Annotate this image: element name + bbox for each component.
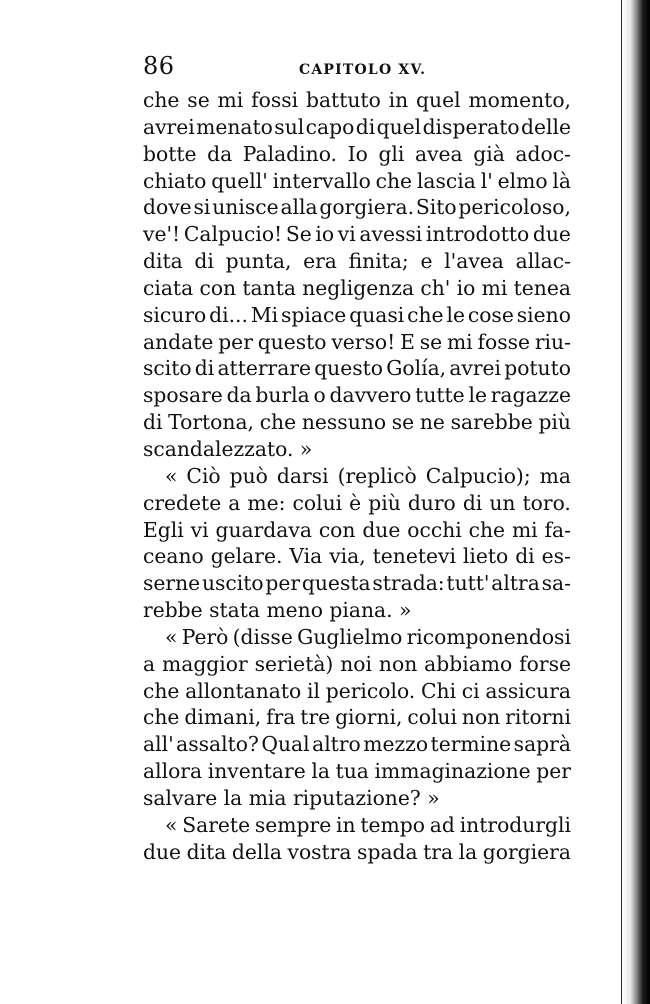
word: pericolo. (325, 678, 416, 703)
word: Egli (143, 517, 184, 542)
word: delle (521, 114, 571, 139)
word: quasi (349, 302, 405, 327)
word: tempo (360, 812, 425, 837)
word: in (388, 88, 409, 112)
word: dita (186, 839, 227, 864)
word: vi (190, 517, 209, 542)
text-line (143, 490, 571, 517)
word: vi (337, 222, 356, 247)
word: per (536, 759, 571, 784)
word: lieto (462, 544, 509, 569)
word: la (458, 839, 478, 864)
word: burla (255, 383, 310, 408)
word: assicura (485, 678, 571, 703)
word: dove (143, 195, 192, 220)
word: Calpucio); (425, 463, 531, 488)
word: Qual (261, 732, 310, 757)
chapter-heading: CAPITOLO XV. (299, 62, 427, 78)
word: Via (289, 544, 323, 569)
word: es- (541, 544, 571, 569)
word: di (194, 356, 215, 381)
word: assalto? (176, 732, 259, 757)
text-line (143, 114, 571, 141)
word: occhi (407, 517, 462, 542)
word: Ciò (186, 463, 221, 488)
word: ne (419, 410, 445, 435)
text-line-content: rebbe stata meno piana. » (143, 598, 412, 623)
word: la (311, 759, 330, 784)
word: ricomponendosi (406, 624, 571, 649)
text-line (143, 543, 571, 570)
word: spiace (280, 302, 347, 327)
word: ritorni (505, 705, 571, 730)
word: introdotto (425, 222, 530, 247)
word: mi (481, 275, 508, 300)
word: toro. (522, 490, 571, 515)
word: quell' (211, 168, 268, 193)
text-line (143, 839, 571, 866)
text-line (143, 302, 571, 329)
text-line (143, 355, 571, 382)
word: tra (423, 839, 454, 864)
word: gorgiera (482, 839, 571, 864)
word: Però (181, 624, 229, 649)
word: « (165, 624, 178, 649)
text-line (143, 812, 571, 839)
word: allora (143, 759, 203, 784)
word: forse (519, 651, 571, 676)
word: pericoloso, (458, 195, 571, 220)
word: alla (280, 195, 318, 220)
body-text (143, 87, 571, 865)
text-line (143, 409, 571, 436)
word: elmo (497, 168, 548, 193)
word: altro (312, 732, 361, 757)
word: gelare. (210, 544, 283, 569)
word: chiato (143, 168, 207, 193)
word: battuto (305, 88, 381, 112)
word: di... (209, 302, 248, 327)
word: abbiamo (424, 651, 513, 676)
word: duro (407, 490, 456, 515)
word: della (231, 839, 282, 864)
word: strada: (372, 571, 445, 596)
word: allontanato (185, 678, 302, 703)
word: potuto (504, 356, 571, 381)
word: nessuno (301, 410, 387, 435)
word: già (473, 141, 505, 166)
word: altra (491, 571, 540, 596)
word: che (468, 517, 506, 542)
word: l'avea (444, 249, 504, 274)
word: atterrare (217, 356, 312, 381)
text-line (143, 194, 571, 221)
word: ceano (143, 544, 204, 569)
word: dimani, (184, 705, 262, 730)
word: due (143, 839, 182, 864)
word: che (375, 168, 413, 193)
word: andate (143, 329, 214, 354)
page-number: 86 (143, 52, 175, 80)
word: mi (217, 88, 244, 112)
word: e (420, 249, 433, 274)
word: a (143, 651, 156, 676)
word: l' (480, 168, 493, 193)
word: più (368, 490, 401, 515)
word: Se (285, 222, 312, 247)
text-line (143, 731, 571, 758)
word: di (194, 249, 214, 274)
word: fa- (544, 517, 571, 542)
word: serne (143, 571, 201, 596)
word: « (165, 812, 178, 837)
text-line (143, 785, 571, 812)
word: dita (143, 249, 183, 274)
text-line-content: scandalezzato. » (143, 436, 313, 461)
word: finita; (348, 249, 409, 274)
word: inventare (207, 759, 306, 784)
word: Sarete (182, 812, 251, 837)
word: le (446, 302, 465, 327)
word: saprà (513, 732, 571, 757)
word: avrei (449, 356, 502, 381)
word: di (355, 114, 376, 139)
word: me: (247, 490, 286, 515)
word: tutte (415, 383, 465, 408)
word: verso! (331, 329, 396, 354)
word: di (462, 490, 483, 515)
word: fra (266, 705, 296, 730)
word: all' (143, 732, 174, 757)
text-line (143, 329, 571, 356)
text-line (143, 651, 571, 678)
word: se (419, 329, 443, 354)
word: con (199, 275, 237, 300)
word: Sito (415, 195, 457, 220)
word: di (515, 544, 535, 569)
word: le (468, 383, 487, 408)
word: Tortona, (168, 410, 254, 435)
word: fosse (477, 329, 531, 354)
word: momento, (468, 88, 571, 112)
word: riu- (534, 329, 571, 354)
word: se (391, 410, 415, 435)
word: che (143, 88, 180, 112)
word: io (456, 275, 476, 300)
word: sposare (143, 383, 223, 408)
word: tutt' (446, 571, 490, 596)
text-line (143, 678, 571, 705)
word: Guglielmo (297, 624, 403, 649)
word: ch' (420, 275, 451, 300)
text-line (143, 382, 571, 409)
word: per (218, 329, 253, 354)
word: avrei (143, 114, 195, 139)
word: non (378, 651, 418, 676)
text-line (143, 248, 571, 275)
word: Paladino. (242, 141, 338, 166)
word: (replicò (337, 463, 417, 488)
word: questa (301, 571, 371, 596)
word: spada (357, 839, 418, 864)
word: due (532, 222, 571, 247)
word: se (187, 88, 210, 112)
word: sicuro (143, 302, 207, 327)
word: « (165, 463, 178, 488)
word: maggior (162, 651, 248, 676)
word: un (489, 490, 516, 515)
word: è (349, 490, 362, 515)
word: gorgiera. (319, 195, 415, 220)
word: gli (378, 141, 405, 166)
word: botte (143, 141, 197, 166)
word: ve'! (143, 222, 181, 247)
word: Golía, (386, 356, 447, 381)
text-line (143, 436, 571, 463)
word: guardava (215, 517, 312, 542)
word: ad (429, 812, 455, 837)
text-line (143, 141, 571, 168)
word: avessi (359, 222, 423, 247)
word: cose (467, 302, 514, 327)
word: capo (305, 114, 355, 139)
word: in (336, 812, 356, 837)
word: ci (461, 678, 480, 703)
text-line (143, 275, 571, 302)
word: mi (446, 329, 473, 354)
text-line (143, 704, 571, 731)
word: tenetevi (372, 544, 456, 569)
word: vostra (287, 839, 352, 864)
word: sul (274, 114, 305, 139)
word: il (307, 678, 320, 703)
word: o (313, 383, 326, 408)
text-line (143, 758, 571, 785)
word: era (303, 249, 337, 274)
word: (disse (232, 624, 293, 649)
word: di (143, 410, 163, 435)
word: ma (539, 463, 571, 488)
word: sempre (254, 812, 332, 837)
word: che (259, 410, 297, 435)
word: giorni, (335, 705, 403, 730)
word: immaginazione (374, 759, 531, 784)
word: tenea (513, 275, 571, 300)
text-line-content: salvare la mia riputazione? » (143, 785, 440, 810)
text-line (143, 517, 571, 544)
word: unisce (212, 195, 279, 220)
word: lascia (416, 168, 476, 193)
word: darsi (276, 463, 329, 488)
word: tre (300, 705, 331, 730)
word: negligenza (302, 275, 415, 300)
word: Calpucio! (183, 222, 283, 247)
word: termine (430, 732, 512, 757)
word: colui (292, 490, 343, 515)
word: menato (196, 114, 273, 139)
word: che (143, 678, 180, 703)
word: mezzo (363, 732, 429, 757)
word: si (193, 195, 211, 220)
word: davvero (329, 383, 412, 408)
word: quel (416, 88, 461, 112)
word: intervallo (272, 168, 371, 193)
word: io (315, 222, 335, 247)
word: credete (143, 490, 222, 515)
word: a (228, 490, 241, 515)
word: questo (314, 356, 384, 381)
word: fossi (251, 88, 299, 112)
text-line (143, 463, 571, 490)
word: da (207, 141, 233, 166)
word: ciata (143, 275, 194, 300)
word: Chi (420, 678, 457, 703)
word: uscito (201, 571, 264, 596)
word: Io (347, 141, 368, 166)
word: là (552, 168, 571, 193)
word: allac- (515, 249, 571, 274)
word: adoc- (515, 141, 571, 166)
word: serietà) (254, 651, 334, 676)
word: che (143, 705, 180, 730)
text-line (143, 570, 571, 597)
text-line (143, 597, 571, 624)
word: scito (143, 356, 192, 381)
word: sieno (516, 302, 571, 327)
book-edge (622, 0, 650, 1004)
word: da (226, 383, 252, 408)
text-line (143, 221, 571, 248)
word: avea (415, 141, 463, 166)
word: mi (511, 517, 538, 542)
word: disperato (422, 114, 520, 139)
word: introdurgli (459, 812, 571, 837)
word: con (318, 517, 356, 542)
word: tanta (242, 275, 296, 300)
word: più (538, 410, 571, 435)
word: colui (407, 705, 457, 730)
word: Mi (250, 302, 279, 327)
running-header (143, 52, 573, 82)
word: quel (376, 114, 422, 139)
word: E (400, 329, 415, 354)
word: non (461, 705, 501, 730)
word: sarebbe (450, 410, 533, 435)
word: noi (340, 651, 373, 676)
text-line (143, 168, 571, 195)
word: tua (335, 759, 369, 784)
word: che (407, 302, 444, 327)
word: due (362, 517, 401, 542)
word: questo (257, 329, 327, 354)
word: via, (329, 544, 366, 569)
word: punta, (225, 249, 292, 274)
word: può (229, 463, 268, 488)
word: ragazze (490, 383, 571, 408)
word: per (265, 571, 301, 596)
text-line (143, 624, 571, 651)
word: sa- (541, 571, 571, 596)
text-line (143, 87, 571, 114)
